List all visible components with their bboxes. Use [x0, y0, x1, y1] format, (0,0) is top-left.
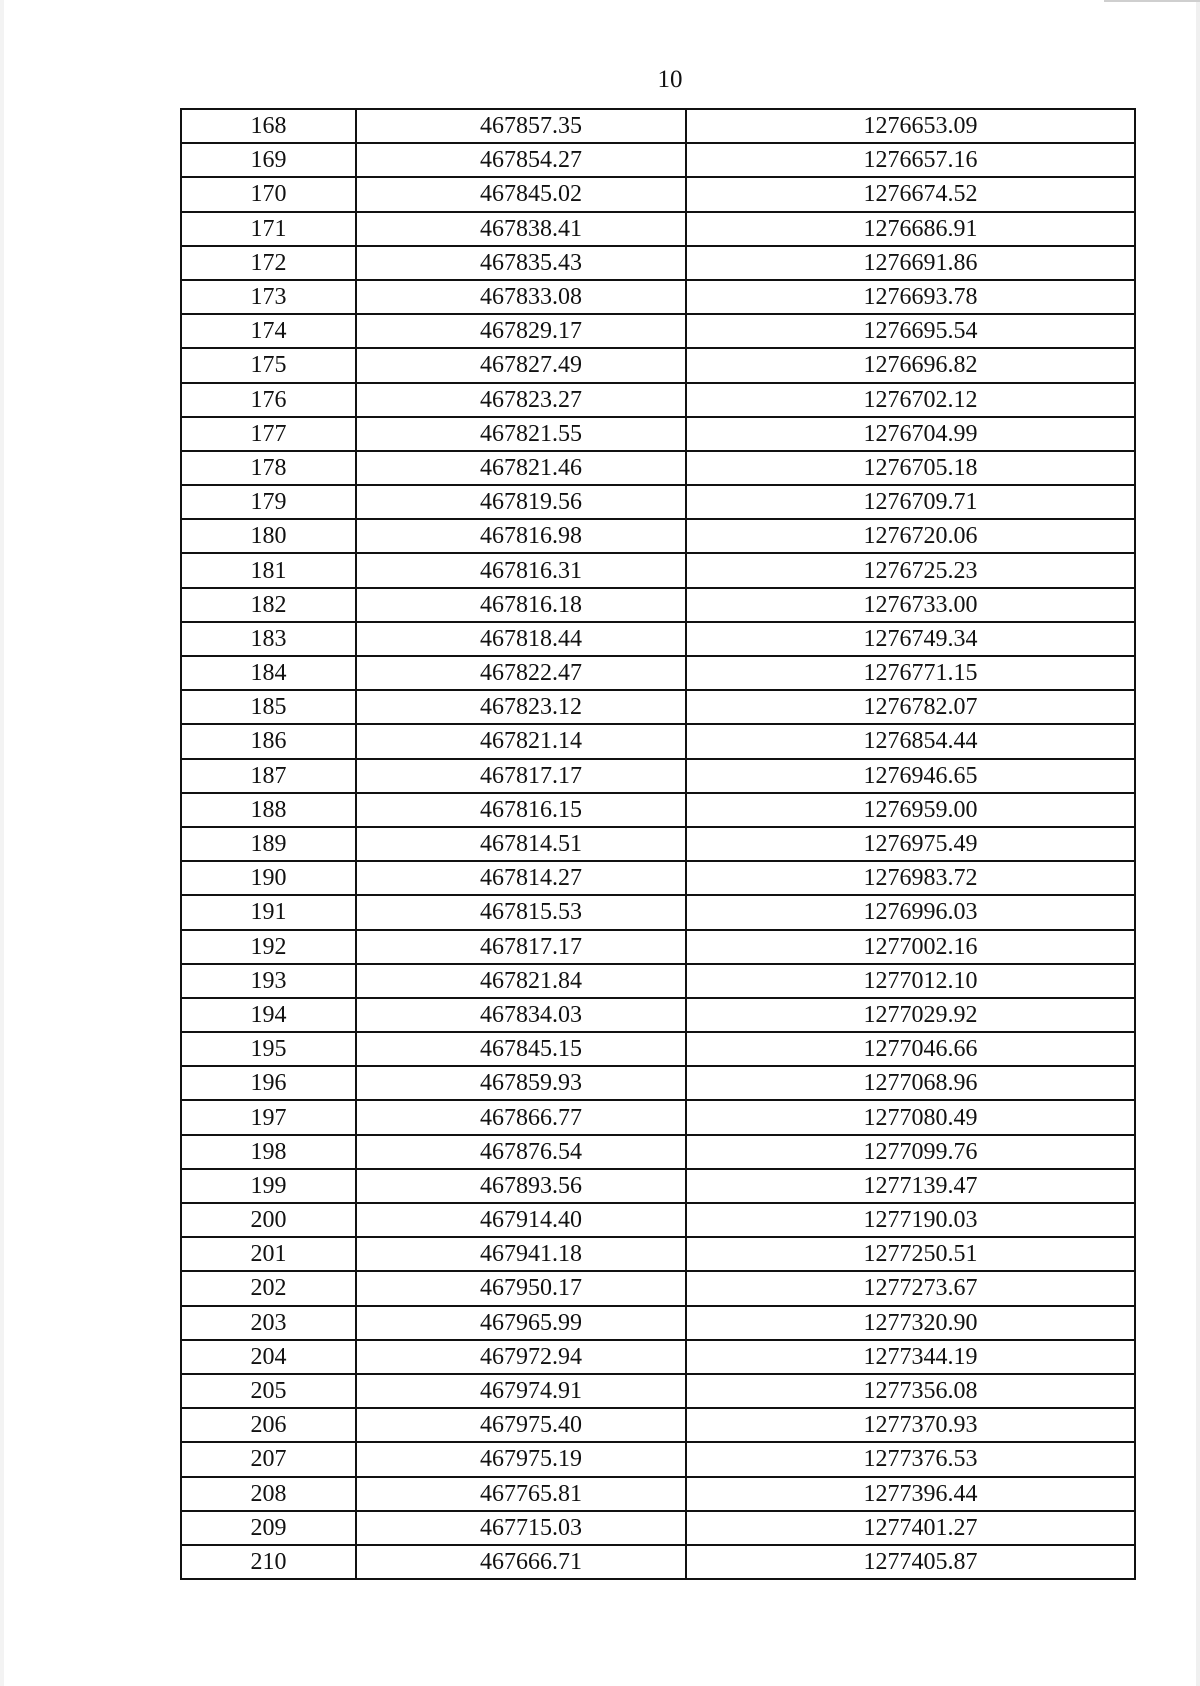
table-row: [181, 793, 1135, 827]
point-number-cell: 202: [181, 1271, 356, 1305]
point-number-cell: 181: [181, 553, 356, 587]
x-coordinate-cell: 467817.17: [356, 930, 686, 964]
y-coordinate-cell: 1276959.00: [686, 793, 1135, 827]
x-coordinate-cell: 467857.35: [356, 109, 686, 143]
table-row: [181, 964, 1135, 998]
point-number-cell: 208: [181, 1477, 356, 1511]
point-number-cell: 177: [181, 417, 356, 451]
table-row: [181, 1511, 1135, 1545]
table-row: [181, 383, 1135, 417]
y-coordinate-cell: 1276983.72: [686, 861, 1135, 895]
x-coordinate-cell: 467821.14: [356, 724, 686, 758]
point-number-cell: 183: [181, 622, 356, 656]
y-coordinate-cell: 1277012.10: [686, 964, 1135, 998]
point-number-cell: 189: [181, 827, 356, 861]
y-coordinate-cell: 1276696.82: [686, 348, 1135, 382]
table-row: [181, 724, 1135, 758]
point-number-cell: 204: [181, 1340, 356, 1374]
point-number-cell: 203: [181, 1306, 356, 1340]
x-coordinate-cell: 467816.15: [356, 793, 686, 827]
x-coordinate-cell: 467975.40: [356, 1408, 686, 1442]
y-coordinate-cell: 1276702.12: [686, 383, 1135, 417]
y-coordinate-cell: 1277190.03: [686, 1203, 1135, 1237]
point-number-cell: 207: [181, 1442, 356, 1476]
coordinate-table-body: [181, 109, 1135, 1579]
page-number: 10: [657, 66, 683, 93]
point-number-cell: 179: [181, 485, 356, 519]
x-coordinate-cell: 467819.56: [356, 485, 686, 519]
point-number-cell: 190: [181, 861, 356, 895]
point-number-cell: 191: [181, 895, 356, 929]
scan-left-edge: [0, 0, 4, 1686]
point-number-cell: 196: [181, 1066, 356, 1100]
table-row: [181, 553, 1135, 587]
x-coordinate-cell: 467914.40: [356, 1203, 686, 1237]
x-coordinate-cell: 467822.47: [356, 656, 686, 690]
table-row: [181, 930, 1135, 964]
y-coordinate-cell: 1276674.52: [686, 177, 1135, 211]
point-number-cell: 200: [181, 1203, 356, 1237]
y-coordinate-cell: 1276695.54: [686, 314, 1135, 348]
x-coordinate-cell: 467835.43: [356, 246, 686, 280]
scan-top-edge-line: [1104, 0, 1200, 2]
x-coordinate-cell: 467838.41: [356, 212, 686, 246]
table-row: [181, 861, 1135, 895]
y-coordinate-cell: 1277029.92: [686, 998, 1135, 1032]
table-row: [181, 348, 1135, 382]
x-coordinate-cell: 467859.93: [356, 1066, 686, 1100]
x-coordinate-cell: 467845.02: [356, 177, 686, 211]
table-row: [181, 690, 1135, 724]
y-coordinate-cell: 1277356.08: [686, 1374, 1135, 1408]
point-number-cell: 192: [181, 930, 356, 964]
table-row: [181, 998, 1135, 1032]
y-coordinate-cell: 1277370.93: [686, 1408, 1135, 1442]
y-coordinate-cell: 1276691.86: [686, 246, 1135, 280]
table-row: [181, 1135, 1135, 1169]
table-row: [181, 1100, 1135, 1134]
x-coordinate-cell: 467816.31: [356, 553, 686, 587]
point-number-cell: 198: [181, 1135, 356, 1169]
table-row: [181, 1066, 1135, 1100]
table-row: [181, 109, 1135, 143]
y-coordinate-cell: 1277376.53: [686, 1442, 1135, 1476]
point-number-cell: 185: [181, 690, 356, 724]
point-number-cell: 193: [181, 964, 356, 998]
x-coordinate-cell: 467816.98: [356, 519, 686, 553]
table-row: [181, 1203, 1135, 1237]
y-coordinate-cell: 1277344.19: [686, 1340, 1135, 1374]
y-coordinate-cell: 1276975.49: [686, 827, 1135, 861]
x-coordinate-cell: 467814.27: [356, 861, 686, 895]
table-row: [181, 1271, 1135, 1305]
x-coordinate-cell: 467974.91: [356, 1374, 686, 1408]
x-coordinate-cell: 467833.08: [356, 280, 686, 314]
y-coordinate-cell: 1276946.65: [686, 759, 1135, 793]
y-coordinate-cell: 1276686.91: [686, 212, 1135, 246]
x-coordinate-cell: 467715.03: [356, 1511, 686, 1545]
table-row: [181, 177, 1135, 211]
table-row: [181, 622, 1135, 656]
table-row: [181, 451, 1135, 485]
y-coordinate-cell: 1276749.34: [686, 622, 1135, 656]
x-coordinate-cell: 467817.17: [356, 759, 686, 793]
point-number-cell: 175: [181, 348, 356, 382]
x-coordinate-cell: 467845.15: [356, 1032, 686, 1066]
y-coordinate-cell: 1276725.23: [686, 553, 1135, 587]
table-row: [181, 1169, 1135, 1203]
table-row: [181, 212, 1135, 246]
y-coordinate-cell: 1277002.16: [686, 930, 1135, 964]
table-row: [181, 246, 1135, 280]
x-coordinate-cell: 467854.27: [356, 143, 686, 177]
y-coordinate-cell: 1277080.49: [686, 1100, 1135, 1134]
table-row: [181, 1340, 1135, 1374]
point-number-cell: 188: [181, 793, 356, 827]
point-number-cell: 195: [181, 1032, 356, 1066]
table-row: [181, 1306, 1135, 1340]
x-coordinate-cell: 467941.18: [356, 1237, 686, 1271]
y-coordinate-cell: 1277046.66: [686, 1032, 1135, 1066]
y-coordinate-cell: 1277250.51: [686, 1237, 1135, 1271]
table-row: [181, 656, 1135, 690]
y-coordinate-cell: 1276854.44: [686, 724, 1135, 758]
x-coordinate-cell: 467829.17: [356, 314, 686, 348]
y-coordinate-cell: 1277396.44: [686, 1477, 1135, 1511]
point-number-cell: 171: [181, 212, 356, 246]
table-row: [181, 519, 1135, 553]
table-row: [181, 1477, 1135, 1511]
table-row: [181, 827, 1135, 861]
point-number-cell: 194: [181, 998, 356, 1032]
x-coordinate-cell: 467815.53: [356, 895, 686, 929]
point-number-cell: 182: [181, 588, 356, 622]
x-coordinate-cell: 467965.99: [356, 1306, 686, 1340]
x-coordinate-cell: 467834.03: [356, 998, 686, 1032]
x-coordinate-cell: 467893.56: [356, 1169, 686, 1203]
point-number-cell: 174: [181, 314, 356, 348]
table-row: [181, 895, 1135, 929]
point-number-cell: 187: [181, 759, 356, 793]
y-coordinate-cell: 1276733.00: [686, 588, 1135, 622]
point-number-cell: 197: [181, 1100, 356, 1134]
x-coordinate-cell: 467814.51: [356, 827, 686, 861]
point-number-cell: 209: [181, 1511, 356, 1545]
y-coordinate-cell: 1276709.71: [686, 485, 1135, 519]
x-coordinate-cell: 467866.77: [356, 1100, 686, 1134]
point-number-cell: 206: [181, 1408, 356, 1442]
y-coordinate-cell: 1276782.07: [686, 690, 1135, 724]
x-coordinate-cell: 467823.12: [356, 690, 686, 724]
point-number-cell: 201: [181, 1237, 356, 1271]
scan-right-edge: [1196, 0, 1200, 1686]
x-coordinate-cell: 467816.18: [356, 588, 686, 622]
point-number-cell: 178: [181, 451, 356, 485]
y-coordinate-cell: 1276704.99: [686, 417, 1135, 451]
table-row: [181, 485, 1135, 519]
y-coordinate-cell: 1277320.90: [686, 1306, 1135, 1340]
point-number-cell: 205: [181, 1374, 356, 1408]
point-number-cell: 172: [181, 246, 356, 280]
table-row: [181, 143, 1135, 177]
y-coordinate-cell: 1276771.15: [686, 656, 1135, 690]
y-coordinate-cell: 1276720.06: [686, 519, 1135, 553]
point-number-cell: 180: [181, 519, 356, 553]
x-coordinate-cell: 467827.49: [356, 348, 686, 382]
y-coordinate-cell: 1277405.87: [686, 1545, 1135, 1579]
table-row: [181, 759, 1135, 793]
table-row: [181, 1237, 1135, 1271]
y-coordinate-cell: 1276657.16: [686, 143, 1135, 177]
table-row: [181, 1408, 1135, 1442]
x-coordinate-cell: 467666.71: [356, 1545, 686, 1579]
y-coordinate-cell: 1276705.18: [686, 451, 1135, 485]
point-number-cell: 169: [181, 143, 356, 177]
y-coordinate-cell: 1277401.27: [686, 1511, 1135, 1545]
point-number-cell: 170: [181, 177, 356, 211]
x-coordinate-cell: 467876.54: [356, 1135, 686, 1169]
point-number-cell: 186: [181, 724, 356, 758]
point-number-cell: 210: [181, 1545, 356, 1579]
y-coordinate-cell: 1277068.96: [686, 1066, 1135, 1100]
x-coordinate-cell: 467821.84: [356, 964, 686, 998]
point-number-cell: 176: [181, 383, 356, 417]
x-coordinate-cell: 467950.17: [356, 1271, 686, 1305]
x-coordinate-cell: 467821.55: [356, 417, 686, 451]
y-coordinate-cell: 1277099.76: [686, 1135, 1135, 1169]
x-coordinate-cell: 467765.81: [356, 1477, 686, 1511]
x-coordinate-cell: 467821.46: [356, 451, 686, 485]
table-row: [181, 588, 1135, 622]
table-row: [181, 1374, 1135, 1408]
point-number-cell: 173: [181, 280, 356, 314]
point-number-cell: 184: [181, 656, 356, 690]
y-coordinate-cell: 1277273.67: [686, 1271, 1135, 1305]
y-coordinate-cell: 1276996.03: [686, 895, 1135, 929]
point-number-cell: 199: [181, 1169, 356, 1203]
coordinate-table: [180, 108, 1136, 1580]
table-row: [181, 314, 1135, 348]
y-coordinate-cell: 1276693.78: [686, 280, 1135, 314]
table-row: [181, 417, 1135, 451]
table-row: [181, 1032, 1135, 1066]
x-coordinate-cell: 467972.94: [356, 1340, 686, 1374]
x-coordinate-cell: 467818.44: [356, 622, 686, 656]
table-row: [181, 280, 1135, 314]
table-row: [181, 1442, 1135, 1476]
table-row: [181, 1545, 1135, 1579]
point-number-cell: 168: [181, 109, 356, 143]
y-coordinate-cell: 1276653.09: [686, 109, 1135, 143]
y-coordinate-cell: 1277139.47: [686, 1169, 1135, 1203]
x-coordinate-cell: 467823.27: [356, 383, 686, 417]
x-coordinate-cell: 467975.19: [356, 1442, 686, 1476]
